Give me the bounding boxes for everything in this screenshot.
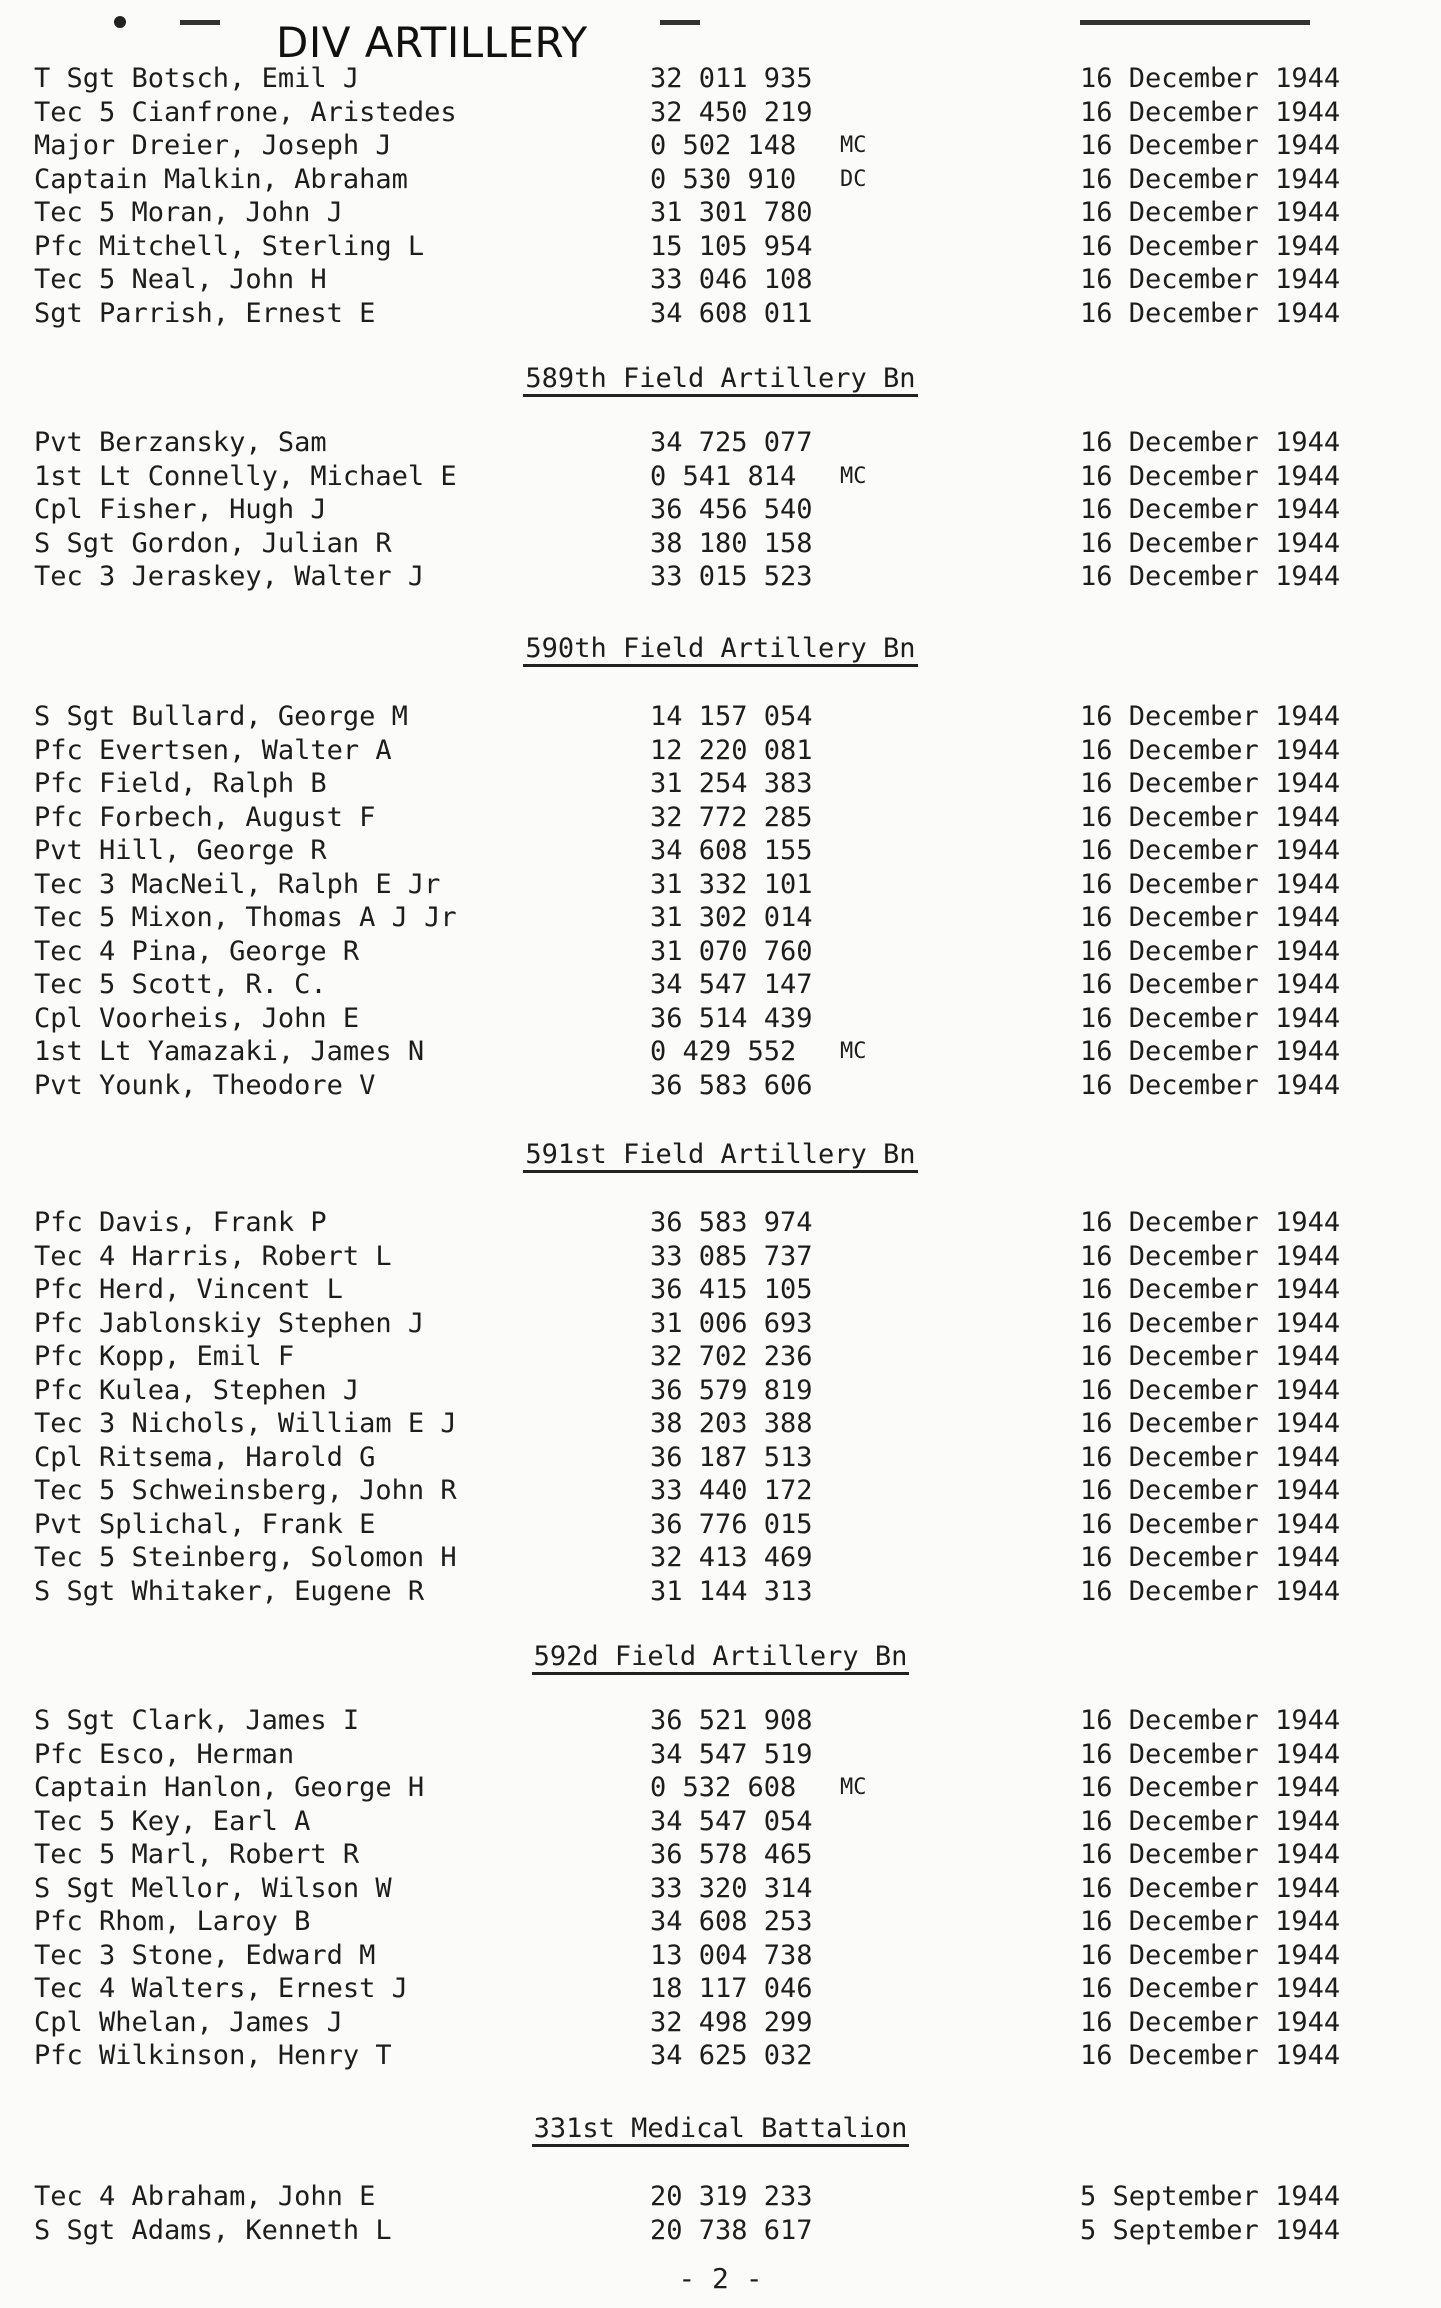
- roster-date: 16 December 1944: [1080, 1973, 1341, 2004]
- roster-row: [0, 1441, 1441, 1475]
- roster-name: Cpl Voorheis, John E: [34, 1002, 360, 1034]
- roster-date: 16 December 1944: [1080, 1475, 1341, 1506]
- roster-date: 16 December 1944: [1080, 1002, 1341, 1034]
- roster-serial: 34 608 155: [650, 835, 813, 866]
- roster-name: Pfc Mitchell, Sterling L: [34, 230, 425, 262]
- roster-row: [0, 493, 1441, 527]
- section-heading-text: 591st Field Artillery Bn: [523, 1139, 917, 1173]
- roster-serial: 31 070 760: [650, 935, 813, 967]
- roster-date: 16 December 1944: [1080, 494, 1341, 525]
- roster-date: 16 December 1944: [1080, 1705, 1341, 1736]
- roster-date: 16 December 1944: [1080, 768, 1341, 799]
- roster-serial: 36 514 439: [650, 1002, 813, 1034]
- section-heading: [0, 362, 1441, 396]
- roster-row: [0, 1374, 1441, 1408]
- section-heading: [0, 1640, 1441, 1674]
- roster-row: [0, 1838, 1441, 1872]
- roster-serial: 33 320 314: [650, 1872, 813, 1904]
- roster-date: 16 December 1944: [1080, 63, 1341, 94]
- roster-row: [0, 767, 1441, 801]
- roster-row: [0, 1407, 1441, 1441]
- roster-row: [0, 1273, 1441, 1307]
- roster-row: [0, 1069, 1441, 1103]
- roster-date: 16 December 1944: [1080, 2040, 1341, 2071]
- roster-date: 5 September 1944: [1080, 2181, 1341, 2212]
- roster-name: Pfc Jablonskiy Stephen J: [34, 1307, 425, 1339]
- roster-row: [0, 2180, 1441, 2214]
- roster-name: Tec 4 Harris, Robert L: [34, 1240, 392, 1272]
- roster-serial: 14 157 054: [650, 701, 813, 732]
- roster-date: 16 December 1944: [1080, 264, 1341, 295]
- roster-row: [0, 935, 1441, 969]
- roster-name: S Sgt Mellor, Wilson W: [34, 1872, 392, 1904]
- roster-date: 16 December 1944: [1080, 1575, 1341, 1607]
- roster-date: 16 December 1944: [1080, 935, 1341, 967]
- roster-row: [0, 263, 1441, 297]
- roster-date: 16 December 1944: [1080, 902, 1341, 933]
- roster-name: S Sgt Bullard, George M: [34, 701, 408, 732]
- roster-date: 16 December 1944: [1080, 1408, 1341, 1439]
- roster-date: 16 December 1944: [1080, 2006, 1341, 2038]
- roster-name: Tec 5 Neal, John H: [34, 264, 327, 295]
- roster-serial: 34 608 011: [650, 297, 813, 329]
- roster-serial: 36 578 465: [650, 1839, 813, 1870]
- roster-note: MC: [840, 463, 867, 489]
- roster-date: 5 September 1944: [1080, 2214, 1341, 2246]
- roster-row: [0, 1872, 1441, 1906]
- roster-date: 16 December 1944: [1080, 1772, 1341, 1803]
- roster-note: DC: [840, 166, 867, 192]
- roster-row: [0, 297, 1441, 331]
- roster-date: 16 December 1944: [1080, 1906, 1341, 1937]
- roster-serial: 20 319 233: [650, 2181, 813, 2212]
- roster-serial: 36 415 105: [650, 1274, 813, 1305]
- roster-serial: 13 004 738: [650, 1939, 813, 1971]
- roster-name: Pfc Field, Ralph B: [34, 768, 327, 799]
- roster-row: [0, 96, 1441, 130]
- roster-serial: 34 547 519: [650, 1738, 813, 1770]
- roster-name: Pfc Herd, Vincent L: [34, 1274, 343, 1305]
- roster-date: 16 December 1944: [1080, 1240, 1341, 1272]
- punch-hole-mark: [114, 16, 126, 28]
- section-heading: [0, 1138, 1441, 1172]
- roster-serial: 36 583 606: [650, 1069, 813, 1101]
- roster-date: 16 December 1944: [1080, 1805, 1341, 1837]
- roster-date: 16 December 1944: [1080, 427, 1341, 458]
- roster-row: [0, 1340, 1441, 1374]
- roster-name: Pfc Esco, Herman: [34, 1738, 295, 1770]
- roster-name: Pfc Rhom, Laroy B: [34, 1906, 311, 1937]
- roster-date: 16 December 1944: [1080, 1839, 1341, 1870]
- roster-date: 16 December 1944: [1080, 1069, 1341, 1101]
- roster-row: [0, 426, 1441, 460]
- roster-name: Cpl Fisher, Hugh J: [34, 494, 327, 525]
- roster-serial: 0 502 148: [650, 130, 797, 161]
- roster-date: 16 December 1944: [1080, 130, 1341, 161]
- roster-row: [0, 1508, 1441, 1542]
- roster-name: Tec 3 MacNeil, Ralph E Jr: [34, 868, 441, 900]
- roster-name: Pfc Evertsen, Walter A: [34, 734, 392, 766]
- roster-date: 16 December 1944: [1080, 969, 1341, 1000]
- roster-date: 16 December 1944: [1080, 297, 1341, 329]
- roster-serial: 0 429 552: [650, 1036, 797, 1067]
- roster-serial: 32 498 299: [650, 2006, 813, 2038]
- roster-name: S Sgt Adams, Kenneth L: [34, 2214, 392, 2246]
- roster-name: Tec 5 Mixon, Thomas A J Jr: [34, 902, 457, 933]
- roster-row: [0, 1771, 1441, 1805]
- roster-name: S Sgt Whitaker, Eugene R: [34, 1575, 425, 1607]
- roster-serial: 0 530 910: [650, 163, 797, 195]
- roster-name: Tec 5 Scott, R. C.: [34, 969, 327, 1000]
- roster-row: [0, 1704, 1441, 1738]
- roster-serial: 33 085 737: [650, 1240, 813, 1272]
- roster-name: Tec 5 Cianfrone, Aristedes: [34, 96, 457, 128]
- roster-row: [0, 1972, 1441, 2006]
- roster-date: 16 December 1944: [1080, 1036, 1341, 1067]
- roster-serial: 38 203 388: [650, 1408, 813, 1439]
- roster-row: [0, 2214, 1441, 2248]
- roster-row: [0, 527, 1441, 561]
- roster-date: 16 December 1944: [1080, 561, 1341, 592]
- roster-serial: 0 541 814: [650, 460, 797, 492]
- roster-name: Pfc Davis, Frank P: [34, 1207, 327, 1238]
- roster-date: 16 December 1944: [1080, 734, 1341, 766]
- roster-row: [0, 968, 1441, 1002]
- roster-name: Tec 3 Nichols, William E J: [34, 1408, 457, 1439]
- roster-serial: 34 608 253: [650, 1906, 813, 1937]
- roster-row: [0, 1575, 1441, 1609]
- roster-name: S Sgt Clark, James I: [34, 1705, 360, 1736]
- roster-serial: 31 006 693: [650, 1307, 813, 1339]
- roster-row: [0, 196, 1441, 230]
- roster-name: Tec 5 Steinberg, Solomon H: [34, 1542, 457, 1573]
- roster-serial: 38 180 158: [650, 527, 813, 559]
- roster-date: 16 December 1944: [1080, 230, 1341, 262]
- roster-row: [0, 1307, 1441, 1341]
- roster-name: Pfc Kopp, Emil F: [34, 1341, 295, 1372]
- roster-name: 1st Lt Yamazaki, James N: [34, 1036, 425, 1067]
- roster-name: Pfc Wilkinson, Henry T: [34, 2040, 392, 2071]
- roster-name: Captain Hanlon, George H: [34, 1772, 425, 1803]
- roster-name: Tec 3 Stone, Edward M: [34, 1939, 376, 1971]
- roster-date: 16 December 1944: [1080, 868, 1341, 900]
- roster-date: 16 December 1944: [1080, 1738, 1341, 1770]
- roster-row: [0, 1738, 1441, 1772]
- section-heading-text: 589th Field Artillery Bn: [523, 363, 917, 397]
- roster-name: Pfc Kulea, Stephen J: [34, 1374, 360, 1406]
- roster-date: 16 December 1944: [1080, 163, 1341, 195]
- roster-serial: 36 187 513: [650, 1441, 813, 1473]
- section-heading: [0, 632, 1441, 666]
- roster-serial: 31 332 101: [650, 868, 813, 900]
- roster-serial: 36 583 974: [650, 1207, 813, 1238]
- roster-row: [0, 2006, 1441, 2040]
- section-heading-text: 331st Medical Battalion: [532, 2113, 910, 2147]
- roster-serial: 36 776 015: [650, 1508, 813, 1540]
- roster-date: 16 December 1944: [1080, 1207, 1341, 1238]
- roster-date: 16 December 1944: [1080, 1307, 1341, 1339]
- roster-serial: 12 220 081: [650, 734, 813, 766]
- roster-name: Pvt Berzansky, Sam: [34, 427, 327, 458]
- roster-name: Captain Malkin, Abraham: [34, 163, 408, 195]
- roster-serial: 31 302 014: [650, 902, 813, 933]
- roster-date: 16 December 1944: [1080, 197, 1341, 228]
- roster-row: [0, 801, 1441, 835]
- roster-row: [0, 129, 1441, 163]
- roster-date: 16 December 1944: [1080, 1274, 1341, 1305]
- roster-date: 16 December 1944: [1080, 1542, 1341, 1573]
- roster-date: 16 December 1944: [1080, 96, 1341, 128]
- roster-name: S Sgt Gordon, Julian R: [34, 527, 392, 559]
- page-title: DIV ARTILLERY: [276, 18, 588, 67]
- roster-name: Cpl Ritsema, Harold G: [34, 1441, 376, 1473]
- roster-serial: 36 579 819: [650, 1374, 813, 1406]
- roster-row: [0, 62, 1441, 96]
- roster-row: [0, 901, 1441, 935]
- roster-row: [0, 868, 1441, 902]
- roster-name: Tec 4 Walters, Ernest J: [34, 1973, 408, 2004]
- roster-row: [0, 1240, 1441, 1274]
- roster-serial: 31 254 383: [650, 768, 813, 799]
- roster-row: [0, 163, 1441, 197]
- roster-serial: 33 015 523: [650, 561, 813, 592]
- section-heading-text: 590th Field Artillery Bn: [523, 633, 917, 667]
- roster-serial: 15 105 954: [650, 230, 813, 262]
- roster-note: MC: [840, 133, 867, 158]
- roster-date: 16 December 1944: [1080, 1441, 1341, 1473]
- roster-name: Tec 4 Pina, George R: [34, 935, 360, 967]
- roster-date: 16 December 1944: [1080, 801, 1341, 833]
- roster-row: [0, 560, 1441, 594]
- roster-row: [0, 1474, 1441, 1508]
- roster-serial: 32 702 236: [650, 1341, 813, 1372]
- roster-date: 16 December 1944: [1080, 527, 1341, 559]
- roster-row: [0, 1541, 1441, 1575]
- roster-serial: 34 625 032: [650, 2040, 813, 2071]
- roster-row: [0, 1939, 1441, 1973]
- roster-name: Tec 5 Schweinsberg, John R: [34, 1475, 457, 1506]
- roster-row: [0, 460, 1441, 494]
- roster-row: [0, 1206, 1441, 1240]
- roster-serial: 33 440 172: [650, 1475, 813, 1506]
- roster-name: T Sgt Botsch, Emil J: [34, 63, 360, 94]
- roster-serial: 31 301 780: [650, 197, 813, 228]
- roster-serial: 0 532 608: [650, 1772, 797, 1803]
- roster-date: 16 December 1944: [1080, 460, 1341, 492]
- roster-name: Sgt Parrish, Ernest E: [34, 297, 376, 329]
- roster-serial: 32 011 935: [650, 63, 813, 94]
- roster-name: Major Dreier, Joseph J: [34, 130, 392, 161]
- roster-row: [0, 2039, 1441, 2073]
- section-heading: [0, 2112, 1441, 2146]
- roster-serial: 31 144 313: [650, 1575, 813, 1607]
- roster-serial: 32 450 219: [650, 96, 813, 128]
- roster-name: Tec 4 Abraham, John E: [34, 2181, 376, 2212]
- section-heading-text: 592d Field Artillery Bn: [532, 1641, 910, 1675]
- roster-date: 16 December 1944: [1080, 1374, 1341, 1406]
- page-number: - 2 -: [678, 2262, 763, 2295]
- roster-name: Pvt Splichal, Frank E: [34, 1508, 376, 1540]
- roster-row: [0, 700, 1441, 734]
- roster-serial: 20 738 617: [650, 2214, 813, 2246]
- roster-note: MC: [840, 1039, 867, 1064]
- roster-name: Pvt Hill, George R: [34, 835, 327, 866]
- roster-name: Cpl Whelan, James J: [34, 2006, 343, 2038]
- roster-name: Pvt Younk, Theodore V: [34, 1069, 376, 1101]
- roster-row: [0, 1805, 1441, 1839]
- roster-date: 16 December 1944: [1080, 1508, 1341, 1540]
- roster-date: 16 December 1944: [1080, 701, 1341, 732]
- roster-serial: 18 117 046: [650, 1973, 813, 2004]
- roster-date: 16 December 1944: [1080, 1939, 1341, 1971]
- roster-name: Tec 5 Key, Earl A: [34, 1805, 311, 1837]
- roster-note: MC: [840, 1775, 867, 1800]
- roster-row: [0, 1002, 1441, 1036]
- roster-row: [0, 230, 1441, 264]
- roster-date: 16 December 1944: [1080, 835, 1341, 866]
- roster-serial: 34 547 147: [650, 969, 813, 1000]
- roster-serial: 32 772 285: [650, 801, 813, 833]
- roster-row: [0, 834, 1441, 868]
- roster-date: 16 December 1944: [1080, 1341, 1341, 1372]
- roster-name: Pfc Forbech, August F: [34, 801, 376, 833]
- roster-name: Tec 5 Moran, John J: [34, 197, 343, 228]
- roster-serial: 36 456 540: [650, 494, 813, 525]
- roster-row: [0, 1905, 1441, 1939]
- roster-name: 1st Lt Connelly, Michael E: [34, 460, 457, 492]
- roster-name: Tec 5 Marl, Robert R: [34, 1839, 360, 1870]
- roster-date: 16 December 1944: [1080, 1872, 1341, 1904]
- roster-row: [0, 1035, 1441, 1069]
- roster-name: Tec 3 Jeraskey, Walter J: [34, 561, 425, 592]
- roster-serial: 34 725 077: [650, 427, 813, 458]
- roster-row: [0, 734, 1441, 768]
- roster-serial: 32 413 469: [650, 1542, 813, 1573]
- roster-serial: 33 046 108: [650, 264, 813, 295]
- roster-serial: 34 547 054: [650, 1805, 813, 1837]
- roster-serial: 36 521 908: [650, 1705, 813, 1736]
